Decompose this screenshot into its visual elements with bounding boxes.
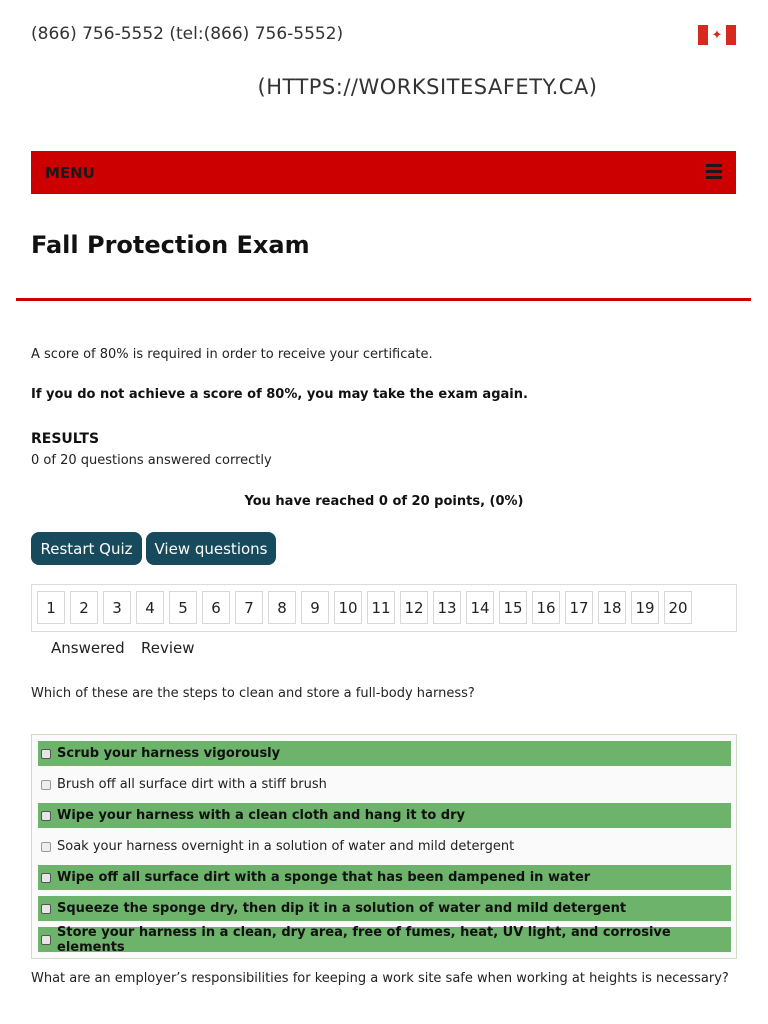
question-nav-button[interactable]: 14 (466, 591, 494, 624)
answer-option[interactable] (38, 924, 731, 955)
phone-link[interactable]: (866) 756-5552 (tel:(866) 756-5552) (31, 24, 344, 44)
question-nav-button[interactable]: 20 (664, 591, 692, 624)
question-nav-button[interactable]: 1 (37, 591, 65, 624)
checkbox-icon[interactable] (41, 904, 51, 914)
answer-label: Wipe off all surface dirt with a sponge that has been dampened in water (57, 870, 591, 885)
question-nav-button[interactable]: 4 (136, 591, 164, 624)
answer-label: Squeeze the sponge dry, then dip it in a solution of water and mild detergent (57, 901, 627, 916)
title-divider (16, 298, 751, 301)
question-nav (31, 584, 737, 632)
answer-option[interactable] (38, 741, 731, 766)
results-heading: RESULTS (31, 431, 100, 447)
score-note: A score of 80% is required in order to receive your certificate. (31, 347, 433, 362)
answer-option[interactable] (38, 834, 731, 859)
question-nav-button[interactable]: 12 (400, 591, 428, 624)
answer-option[interactable] (38, 803, 731, 828)
view-questions-button[interactable]: View questions (146, 532, 276, 565)
question-nav-button[interactable]: 18 (598, 591, 626, 624)
answer-list (31, 734, 737, 959)
menu-bar[interactable] (31, 151, 736, 194)
question-nav-button[interactable]: 5 (169, 591, 197, 624)
site-link[interactable]: (HTTPS://WORKSITESAFETY.CA) (257, 75, 598, 99)
question-nav-button[interactable]: 11 (367, 591, 395, 624)
checkbox-icon[interactable] (41, 842, 51, 852)
question-nav-button[interactable]: 10 (334, 591, 362, 624)
question-nav-button[interactable]: 17 (565, 591, 593, 624)
question-nav-button[interactable]: 3 (103, 591, 131, 624)
checkbox-icon[interactable] (41, 811, 51, 821)
canada-flag-icon[interactable]: ✦ (698, 25, 736, 45)
checkbox-icon[interactable] (41, 873, 51, 883)
checkbox-icon[interactable] (41, 749, 51, 759)
answer-label: Wipe your harness with a clean cloth and hang it to dry (57, 808, 465, 823)
hamburger-icon[interactable] (706, 164, 722, 180)
results-answered: 0 of 20 questions answered correctly (31, 453, 272, 468)
answer-label: Brush off all surface dirt with a stiff brush (57, 777, 327, 792)
question-2-text: What are an employer’s responsibilities for keeping a work site safe when working at heights is necessary? (31, 971, 729, 986)
answer-label: Soak your harness overnight in a solution of water and mild detergent (57, 839, 515, 854)
question-nav-button[interactable]: 8 (268, 591, 296, 624)
answer-option[interactable] (38, 772, 731, 797)
question-nav-button[interactable]: 16 (532, 591, 560, 624)
question-nav-button[interactable]: 13 (433, 591, 461, 624)
menu-label: MENU (45, 164, 95, 182)
answer-option[interactable] (38, 865, 731, 890)
page-title: Fall Protection Exam (31, 231, 310, 259)
legend-answered: Answered (51, 639, 125, 657)
answer-label: Store your harness in a clean, dry area, free of fumes, heat, UV light, and corrosive elements (57, 924, 671, 955)
answer-label: Scrub your harness vigorously (57, 746, 281, 761)
retake-note: If you do not achieve a score of 80%, you may take the exam again. (31, 387, 528, 402)
question-nav-button[interactable]: 19 (631, 591, 659, 624)
question-nav-button[interactable]: 6 (202, 591, 230, 624)
checkbox-icon[interactable] (41, 780, 51, 790)
results-points: You have reached 0 of 20 points, (0%) (244, 494, 524, 509)
question-1-text: Which of these are the steps to clean and store a full-body harness? (31, 686, 475, 701)
question-nav-button[interactable]: 15 (499, 591, 527, 624)
question-nav-button[interactable]: 7 (235, 591, 263, 624)
answer-option[interactable] (38, 896, 731, 921)
question-nav-button[interactable]: 2 (70, 591, 98, 624)
question-nav-button[interactable]: 9 (301, 591, 329, 624)
restart-quiz-button[interactable]: Restart Quiz (31, 532, 142, 565)
checkbox-icon[interactable] (41, 935, 51, 945)
legend-review: Review (141, 639, 195, 657)
